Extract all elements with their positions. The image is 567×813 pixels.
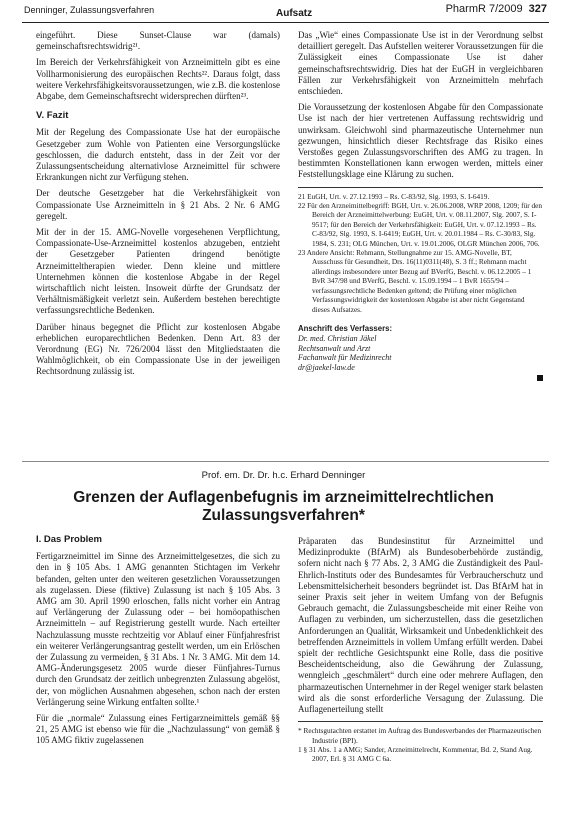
address-line: dr@jaekel-law.de	[298, 363, 355, 373]
paragraph: eingeführt. Diese Sunset-Clause war (damals) gemeinschaftsrechtswidrig²¹.	[36, 30, 280, 52]
article-separator	[22, 461, 549, 462]
address-label: Anschrift des Verfassers:	[298, 323, 393, 333]
running-title: Denninger, Zulassungsverfahren	[24, 5, 155, 15]
journal-page	[446, 3, 547, 15]
footnotes	[298, 187, 543, 314]
article-author: Prof. em. Dr. Dr. h.c. Erhard Denninger	[201, 470, 366, 481]
paragraph: Der deutsche Gesetzgeber hat die Verkehrsfähigkeit von Compassionate Use Arzneimitteln in § 21 Abs. 2 Nr. 6 AMG geregelt.	[36, 188, 280, 221]
page-header	[22, 0, 549, 26]
header-rule	[22, 22, 549, 23]
paragraph: Darüber hinaus begegnet die Pflicht zur kostenlosen Abgabe erheblichen europarechtlichen Bedenken. Denn Art. 83 der Verordnung (EG) Nr. 726/2004 lässt den Mitgliedstaaten die Wahlmöglichkeit, ob ein Compassionate Use in der jeweiligen Rechtsordnung zulässig ist.	[36, 321, 280, 377]
bottom-left-column	[36, 534, 280, 752]
journal-name: PharmR 7/2009	[445, 3, 523, 15]
footnote: 21 EuGH, Urt. v. 27.12.1993 – Rs. C-83/92, Slg. 1993, S. I-6419.	[298, 191, 490, 201]
footnote: * Rechtsgutachten erstattet im Auftrag des Bundesverbandes der Pharmazeutischen Industrie (BPI).	[298, 726, 542, 745]
top-right-column	[298, 30, 543, 381]
article-title: Grenzen der Auflagenbefugnis im arzneimittelrechtlichen Zulassungsverfahren*	[73, 489, 494, 524]
address-line: Fachanwalt für Medizinrecht	[298, 353, 392, 363]
author-address	[298, 324, 543, 373]
paragraph: Das „Wie“ eines Compassionate Use ist in der Verordnung selbst detailliert geregelt. Das Aufstellen weiterer Voraussetzungen für die Zulässigkeit eines Compassionate Use ist daher gemeinschaftsrechtswidrig. Dies hat der EuGH in vergleichbaren Fällen zur Verkehrsfähigkeit von Arzneimitteln mehrfach entschieden.	[298, 30, 543, 97]
paragraph: Für die „normale“ Zulassung eines Fertigarzneimittels gemäß §§ 21, 25 AMG ist ebenso wie für die „Nachzulassung“ von gemäß § 105 AMG fiktiv zugelassenen	[36, 713, 280, 746]
end-of-article-mark	[537, 375, 543, 381]
section-label: Aufsatz	[276, 8, 313, 19]
top-left-column	[36, 30, 280, 383]
paragraph: Fertigarzneimittel im Sinne des Arzneimittelgesetzes, die sich zu den in § 105 Abs. 1 AMG genannten Stichtagen im Verkehr befanden, gelten unter den weiteren gesetzlichen Voraussetzungen als zugelassen. Diese (fiktive) Zulassung ist nach § 105 Abs. 3 AMG am 30. April 1990 erloschen, falls nicht vorher ein Antrag auf Verlängerung der Zulassung oder – bei homöopathischen Arzneimitteln – auf Registrierung gestellt wurde. Nach erteilter Nachzulassung musste rechtzeitig vor Ablauf einer Fünfjahresfrist ein weiterer Verlängerungsantrag gestellt werden, um ein Erlöschen der Zulassung zu vermeiden, § 31 Abs. 1 Nr. 3 AMG. Mit dem 14. AMG-Änderungsgesetz 2005 wurde dieser Fünfjahres-Turnus durch den Grundsatz der zeitlich unbegrenzten Zulassung abgelöst, der, von möglichen Ausnahmen abgesehen, schon nach der ersten Verlängerung seine Wirkung entfalten sollte.¹	[36, 551, 280, 707]
section-heading: I. Das Problem	[36, 534, 102, 545]
page-number: 327	[528, 3, 547, 15]
paragraph: Mit der Regelung des Compassionate Use hat der europäische Gesetzgeber zum Wohle von Patienten eine Versorgungslücke geschlossen, die dadurch entsteht, dass in der Zeit vor der Zulassungsentscheidung alternativlose Arzneimittel für schwere Erkrankungen nicht zur Verfügung stehen.	[36, 127, 280, 183]
section-heading: V. Fazit	[36, 110, 69, 122]
footnote: 1 § 31 Abs. 1 a AMG; Sander, Arzneimittelrecht, Kommentar, Bd. 2, Stand Aug. 2007, Erl. § 31 AMG C 6a.	[298, 745, 533, 764]
footnotes	[298, 721, 543, 764]
address-line: Dr. med. Christian Jäkel	[298, 333, 377, 343]
bottom-right-column	[298, 536, 543, 764]
paragraph: Präparaten das Bundesinstitut für Arzneimittel und Medizinprodukte (BfArM) als Bundesoberbehörde zuständig, sofern nicht nach § 77 Abs. 2, 3 AMG die Zuständigkeit des Paul-Ehrlich-Instituts oder des Bundesamtes für Verbraucherschutz und Lebensmittelsicherheit besonders begründet ist. Das BfArM hat in seiner Praxis seit jeher in weitem Umfang von der Befugnis Gebrauch gemacht, die Zulassungsbescheide mit einer Reihe von Auflagen zu verbinden, um sicherzustellen, dass die gesetzlichen Anforderungen an Qualität, Wirksamkeit und Unbedenklichkeit des betreffenden Arzneimittels in vollem Umfang erfüllt werden. Dabei spielt der rechtliche Gesichtspunkt eine Rolle, dass die positive Bescheidentscheidung, also die Gewährung der Zulassung, wenngleich „geschmälert“ durch eine oder mehrere Auflagen, den pharmazeutischen Unternehmer in der Regel weniger stark belasten wird als die sonst erforderliche Versagung der Zulassung. Die Auflagenerteilung stellt	[298, 536, 543, 715]
footnote: 23 Andere Ansicht: Rehmann, Stellungnahme zur 15. AMG-Novelle, BT, Ausschuss für Gesundheit, Drs. 16(11)0311(48), S. 3 ff.; Rehmann macht allerdings insbesondere unter Bezug auf BVerfG, Beschl. v. 06.12.2005 – 1 BvR 347/98 und BVerfG, Beschl. v. 15.09.1994 – 1 BvR 1655/94 – verfassungsrechtliche Bedenken geltend; die Prüfung einer möglichen Verfassungswidrigkeit der kostenlosen Abgabe ist aber nicht Gegenstand dieses Aufsatzes.	[298, 248, 532, 314]
paragraph: Die Voraussetzung der kostenlosen Abgabe für den Compassionate Use ist nach der hier vertretenen Auffassung rechtswidrig und unwirksam. Gleichwohl sind pharmazeutische Unternehmer nun gezwungen, hinsichtlich dieser Rechtsfrage das Risiko eines Verstoßes gegen Zulassungsvorschriften des AMG zu tragen. In bestimmten Konstellationen kann erwogen werden, mittels einer Feststellungsklage eine Klärung zu suchen.	[298, 102, 543, 180]
footnote: 22 Für den Arzneimittelbegriff: BGH, Urt. v. 26.06.2008, WRP 2008, 1209; für den Bereich der Arzneimittelwerbung: EuGH, Urt. v. 08.11.2007, Slg. 2007, S. I-9517; für den Bereich der Verkehrsfähigkeit: EuGH, Urt. v. 07.12.1993 – Rs. C-83/92, Slg. 1993, S. I-6419; EuGH, Urt. v. 20.01.1984 – Rs. C-30/83, Slg. 1984, S. 231; OLG München, Urt. v. 19.01.2006, OLGR München 2006, 706.	[298, 201, 543, 248]
paragraph: Mit der in der 15. AMG-Novelle vorgesehenen Verpflichtung, Compassionate-Use-Arzneimittel kostenlos abzugeben, entzieht der Gesetzgeber Patienten dringend benötigte Arzneimitteltherapien wieder. Denn kleine und mittlere Unternehmen können die kostenlose Abgabe in der Regel wirtschaftlich nicht leisten. Insoweit dürfte der Grundsatz der Verhältnismäßigkeit verletzt sein. Außerdem bestehen berechtigte verfassungsrechtliche Bedenken.	[36, 227, 280, 316]
paragraph: Im Bereich der Verkehrsfähigkeit von Arzneimitteln gibt es eine Vollharmonisierung des europäischen Rechts²². Daraus folgt, dass weitere Verkehrsfähigkeitsvoraussetzungen, wie z.B. die kostenlose Abgabe, dem Gemeinschaftsrecht widersprechen dürften²³.	[36, 57, 280, 102]
address-line: Rechtsanwalt und Arzt	[298, 343, 371, 353]
